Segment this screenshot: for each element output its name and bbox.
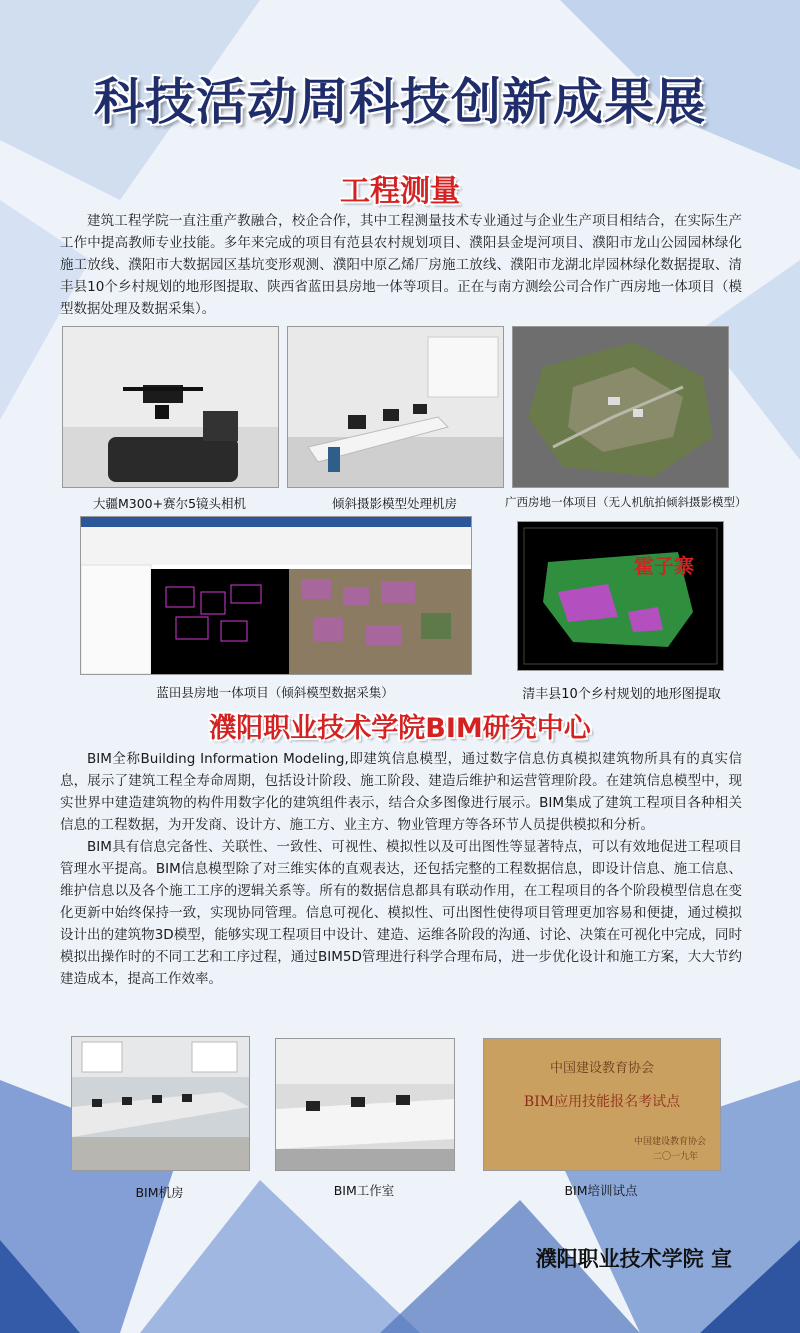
bim-description xyxy=(60,748,742,990)
section-title-bim: 濮阳职业技术学院BIM研究中心 xyxy=(209,713,591,744)
footer-signature: 濮阳职业技术学院 宣 xyxy=(535,1247,732,1271)
plaque-org: 中国建设教育协会 xyxy=(549,1061,654,1076)
qingfeng-map-photo xyxy=(517,521,724,671)
lab-photo xyxy=(287,326,504,488)
bim-room-photo xyxy=(71,1036,250,1171)
page-title: 科技活动周科技创新成果展 xyxy=(94,73,706,131)
section-title-survey: 工程测量 xyxy=(340,174,460,209)
survey-paragraph: 建筑工程学院一直注重产教融合，校企合作，其中工程测量技术专业通过与企业生产项目相结合，在实际生产工作中提高教师专业技能。多年来完成的项目有范县农村规划项目、濮阳县金堤河项目、濮阳市龙山公园园林绿化施工放线、濮阳市大数据园区基坑变形观测、濮阳中原乙烯厂房施工放线、濮阳市龙湖北岸园林绿化数据提取、清丰县10个乡村规划的地形图提取、陕西省蓝田县房地一体等项目。正在与南方测绘公司合作广西房地一体项目（模型数据处理及数据采集）。 xyxy=(60,213,742,317)
caption-bim-studio: BIM工作室 xyxy=(333,1183,395,1198)
caption-drone: 大疆M300+赛尔5镜头相机 xyxy=(92,496,247,511)
survey-description xyxy=(60,210,742,320)
caption-bim-room: BIM机房 xyxy=(135,1185,184,1200)
bim-paragraph-1: BIM全称Building Information Modeling,即建筑信息模型，通过数字信息仿真模拟建筑物所具有的真实信息，展示了建筑工程全寿命周期，包括设计阶段、施工阶段、建造后维护和运营管理阶段。在建筑信息模型中，现实世界中建造建筑物的构件用数字化的建筑组件表示，结合众多图像进行展示。BIM集成了建筑工程项目各种相关信息的工程数据，为开发商、设计方、施工方、业主方、物业管理方等各环节人员提供模拟和分析。 xyxy=(60,751,742,833)
lantian-software-screenshot xyxy=(80,516,472,675)
caption-guangxi: 广西房地一体项目（无人机航拍倾斜摄影模型） xyxy=(505,495,747,509)
caption-lantian: 蓝田县房地一体项目（倾斜模型数据采集） xyxy=(156,685,394,700)
caption-bim-cert: BIM培训试点 xyxy=(564,1183,638,1198)
plaque-year: 二〇一九年 xyxy=(652,1152,698,1162)
guangxi-model-photo xyxy=(512,326,729,488)
plaque-title: BIM应用技能报名考试点 xyxy=(523,1094,681,1110)
map-village-label: 霍子寨 xyxy=(634,554,694,578)
caption-lab: 倾斜摄影模型处理机房 xyxy=(331,496,457,511)
caption-qingfeng: 清丰县10个乡村规划的地形图提取 xyxy=(522,687,721,702)
bim-paragraph-2: BIM具有信息完备性、关联性、一致性、可视性、模拟性以及可出图性等显著特点，可以有效地促进工程项目管理水平提高。BIM信息模型除了对三维实体的直观表达，还包括完整的工程数据信息，即设计信息、施工信息、维护信息以及各个施工工序的逻辑关系等。所有的数据信息都具有联动作用，在工程项目的各个阶段模型信息在变化更新中始终保持一致，实现协同管理。信息可视化、模拟性、可出图性使得项目管理更加容易和便捷，通过模拟设计出的建筑物3D模型，能够实现工程项目中设计、建造、运维各阶段的沟通、讨论、决策在可视化中完成，同时模拟出操作时的不同工艺和工序过程，通过BIM5D管理进行科学合理布局，进一步优化设计和施工方案，大大节约建造成本，提高工作效率。 xyxy=(60,839,742,987)
drone-photo xyxy=(62,326,279,488)
bim-certificate-photo xyxy=(483,1038,721,1171)
bim-studio-photo xyxy=(275,1038,455,1171)
plaque-signature: 中国建设教育协会 xyxy=(633,1137,706,1147)
